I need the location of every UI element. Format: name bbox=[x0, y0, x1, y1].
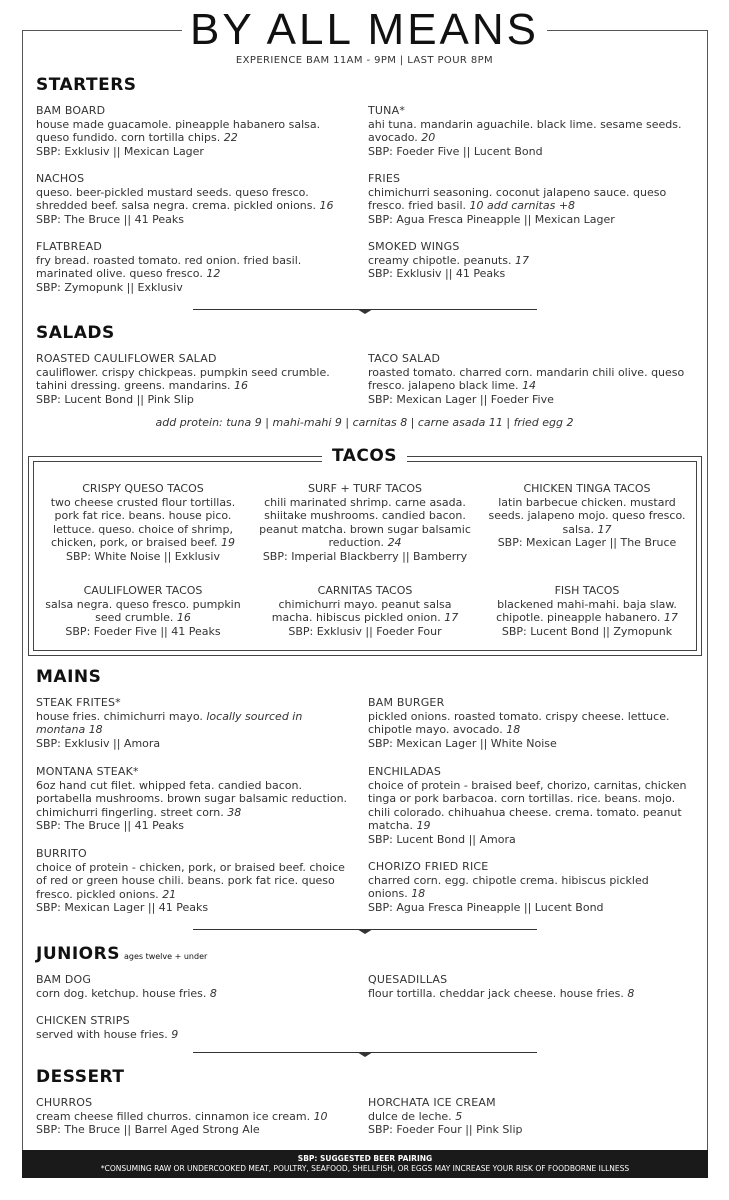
item-name: TUNA* bbox=[368, 104, 406, 117]
item-sbp: SBP: Lucent Bond || Amora bbox=[368, 832, 516, 846]
item-name: STEAK FRITES* bbox=[36, 696, 121, 709]
item-price: 16 bbox=[234, 379, 249, 393]
item-name: CARNITAS TACOS bbox=[317, 584, 413, 597]
menu-item bbox=[486, 584, 688, 638]
item-desc: choice of protein - braised beef, chorizo, carnitas, chicken tinga or pork barbacoa. corn tortillas. rice. beans. mojo. chili colorado. chihuahua cheese. crema. tomato. peanut matcha. bbox=[368, 778, 687, 833]
menu-item bbox=[36, 104, 341, 158]
menu-item bbox=[268, 584, 462, 638]
dessert-heading: DESSERT bbox=[36, 1067, 125, 1087]
item-price: 17 bbox=[597, 522, 612, 536]
menu-item bbox=[36, 240, 341, 294]
hours-subtitle: EXPERIENCE BAM 11AM - 9PM | LAST POUR 8PM bbox=[235, 55, 494, 66]
item-sbp: SBP: Agua Fresca Pineapple || Mexican Lager bbox=[368, 212, 615, 226]
menu-item bbox=[36, 1096, 341, 1137]
item-desc: choice of protein - chicken, pork, or braised beef. choice of red or green house chili. beans. pork fat rice. queso fresco. pickled onions. bbox=[36, 860, 345, 901]
menu-item bbox=[36, 765, 356, 833]
item-desc: chimichurri seasoning. coconut jalapeno sauce. queso fresco. fried basil. bbox=[368, 185, 667, 213]
item-sbp: SBP: Exklusiv || Amora bbox=[36, 736, 161, 750]
item-name: FRIES bbox=[368, 172, 401, 185]
item-sbp: SBP: Exklusiv || Mexican Lager bbox=[36, 144, 204, 158]
menu-item bbox=[368, 765, 688, 847]
item-desc: roasted tomato. charred corn. mandarin chili olive. queso fresco. jalapeno black lime. bbox=[368, 365, 685, 393]
add-protein-note: add protein: tuna 9 | mahi-mahi 9 | carnitas 8 | carne asada 11 | fried egg 2 bbox=[155, 416, 574, 429]
item-price: 19 bbox=[221, 536, 236, 550]
item-sbp: SBP: Zymopunk || Exklusiv bbox=[36, 280, 183, 294]
item-name: SMOKED WINGS bbox=[368, 240, 460, 253]
item-sbp: SBP: Foeder Four || Pink Slip bbox=[368, 1123, 523, 1137]
item-desc: cream cheese filled churros. cinnamon ice cream. bbox=[36, 1109, 311, 1123]
item-price: 12 bbox=[206, 267, 221, 281]
menu-item bbox=[486, 482, 688, 550]
item-name: CHICKEN TINGA TACOS bbox=[523, 482, 651, 495]
item-name: TACO SALAD bbox=[368, 352, 441, 365]
item-sbp: SBP: Mexican Lager || The Bruce bbox=[497, 536, 677, 550]
item-price: 10 bbox=[469, 199, 484, 213]
item-sbp: SBP: White Noise || Exklusiv bbox=[66, 549, 220, 563]
item-price: 17 bbox=[514, 253, 529, 267]
item-name: QUESADILLAS bbox=[368, 973, 448, 986]
item-desc: served with house fries. bbox=[36, 1027, 168, 1041]
menu-item bbox=[368, 172, 688, 226]
item-price: 17 bbox=[444, 611, 459, 625]
item-sbp: SBP: Exklusiv || 41 Peaks bbox=[368, 267, 506, 281]
item-desc: flour tortilla. cheddar jack cheese. house fries. bbox=[368, 986, 624, 1000]
item-name: FLATBREAD bbox=[36, 240, 103, 253]
menu-item bbox=[368, 1096, 688, 1137]
item-name: SURF + TURF TACOS bbox=[308, 482, 422, 495]
item-price: 14 bbox=[522, 379, 537, 393]
starters-heading: STARTERS bbox=[36, 75, 137, 95]
item-note: locally sourced in montana bbox=[36, 709, 303, 737]
menu-item bbox=[46, 482, 240, 564]
item-name: HORCHATA ICE CREAM bbox=[368, 1096, 496, 1109]
item-name: ROASTED CAULIFLOWER SALAD bbox=[36, 352, 217, 365]
menu-item bbox=[36, 352, 341, 406]
item-desc: charred corn. egg. chipotle crema. hibiscus pickled onions. bbox=[368, 873, 649, 901]
item-desc: two cheese crusted flour tortillas. pork fat rice. beans. house pico. lettuce. queso. choice of shrimp, chicken, pork, or braised beef. bbox=[50, 495, 236, 550]
item-name: BAM BOARD bbox=[36, 104, 106, 117]
item-price: 38 bbox=[227, 805, 242, 819]
item-price: 17 bbox=[663, 611, 678, 625]
item-name: NACHOS bbox=[36, 172, 85, 185]
mains-heading: MAINS bbox=[36, 667, 102, 687]
item-desc: dulce de leche. bbox=[368, 1109, 452, 1123]
item-price: 18 bbox=[506, 723, 521, 737]
menu-item bbox=[368, 240, 688, 281]
menu-item bbox=[368, 352, 688, 406]
menu-item bbox=[36, 847, 346, 915]
item-price: 8 bbox=[627, 986, 635, 1000]
tacos-heading: TACOS bbox=[0, 446, 729, 466]
item-name: CHORIZO FRIED RICE bbox=[368, 860, 489, 873]
item-sbp: SBP: Agua Fresca Pineapple || Lucent Bond bbox=[368, 900, 604, 914]
item-price: 9 bbox=[171, 1027, 179, 1041]
menu-item bbox=[368, 973, 688, 1000]
item-sbp: SBP: Imperial Blackberry || Bamberry bbox=[262, 549, 468, 563]
item-sbp: SBP: The Bruce || 41 Peaks bbox=[36, 212, 184, 226]
item-sbp: SBP: Mexican Lager || Foeder Five bbox=[368, 392, 554, 406]
menu-item bbox=[368, 696, 688, 750]
menu-item bbox=[368, 104, 688, 158]
menu-item bbox=[36, 696, 341, 750]
menu-item bbox=[38, 584, 248, 638]
section-divider bbox=[193, 929, 537, 930]
item-price: 16 bbox=[176, 611, 191, 625]
item-desc: pickled onions. roasted tomato. crispy cheese. lettuce. chipotle mayo. avocado. bbox=[368, 709, 670, 737]
item-name: MONTANA STEAK* bbox=[36, 765, 139, 778]
item-sbp: SBP: Lucent Bond || Zymopunk bbox=[501, 624, 673, 638]
item-sbp: SBP: The Bruce || 41 Peaks bbox=[36, 819, 184, 833]
item-price: 18 bbox=[411, 887, 426, 901]
item-desc: fry bread. roasted tomato. red onion. fried basil. marinated olive. queso fresco. bbox=[36, 253, 302, 281]
menu-item bbox=[36, 1014, 341, 1041]
section-divider bbox=[193, 309, 537, 310]
section-divider bbox=[193, 1052, 537, 1053]
item-desc: queso. beer-pickled mustard seeds. queso fresco. shredded beef. salsa negra. crema. pickled onions. bbox=[36, 185, 317, 213]
item-extra: add carnitas +8 bbox=[487, 199, 576, 213]
item-desc: latin barbecue chicken. mustard seeds. jalapeno mojo. queso fresco. salsa. bbox=[488, 495, 686, 536]
item-desc: ahi tuna. mandarin aguachile. black lime. sesame seeds. avocado. bbox=[368, 117, 682, 145]
item-price: 21 bbox=[162, 887, 177, 901]
item-sbp: SBP: Mexican Lager || White Noise bbox=[368, 736, 557, 750]
item-name: CAULIFLOWER TACOS bbox=[83, 584, 203, 597]
item-sbp: SBP: Foeder Five || 41 Peaks bbox=[65, 624, 221, 638]
item-price: 24 bbox=[387, 536, 402, 550]
item-name: FISH TACOS bbox=[554, 584, 620, 597]
item-desc: salsa negra. queso fresco. pumpkin seed crumble. bbox=[45, 597, 241, 625]
item-desc: chimichurri mayo. peanut salsa macha. hibiscus pickled onion. bbox=[271, 597, 452, 625]
menu-item bbox=[36, 973, 341, 1000]
item-price: 16 bbox=[319, 199, 334, 213]
item-desc: chili marinated shrimp. carne asada. shiitake mushrooms. candied bacon. peanut matcha. brown sugar balsamic reduction. bbox=[259, 495, 471, 550]
item-desc: 6oz hand cut filet. whipped feta. candied bacon. portabella mushrooms. brown sugar balsamic reduction. chimichurri fingerling. street corn. bbox=[36, 778, 348, 819]
item-price: 10 bbox=[313, 1109, 328, 1123]
item-price: 20 bbox=[421, 131, 436, 145]
item-sbp: SBP: Exklusiv || Foeder Four bbox=[288, 624, 442, 638]
page-title: BY ALL MEANS bbox=[0, 6, 729, 54]
salads-heading: SALADS bbox=[36, 323, 115, 343]
item-price: 19 bbox=[416, 819, 431, 833]
item-name: CHURROS bbox=[36, 1096, 93, 1109]
item-name: BURRITO bbox=[36, 847, 87, 860]
item-desc: blackened mahi-mahi. baja slaw. chipotle. pineapple habanero. bbox=[496, 597, 677, 625]
item-price: 8 bbox=[209, 986, 217, 1000]
item-desc: creamy chipotle. peanuts. bbox=[368, 253, 512, 267]
item-desc: cauliflower. crispy chickpeas. pumpkin seed crumble. tahini dressing. greens. mandarins. bbox=[36, 365, 330, 393]
item-name: CRISPY QUESO TACOS bbox=[82, 482, 204, 495]
menu-item bbox=[36, 172, 341, 226]
item-desc: house made guacamole. pineapple habanero salsa. queso fundido. corn tortilla chips. bbox=[36, 117, 321, 145]
juniors-heading: JUNIORS ages twelve + under bbox=[36, 944, 208, 964]
menu-item bbox=[368, 860, 668, 914]
juniors-age-note: ages twelve + under bbox=[123, 952, 208, 961]
item-name: CHICKEN STRIPS bbox=[36, 1014, 130, 1027]
item-sbp: SBP: Mexican Lager || 41 Peaks bbox=[36, 901, 209, 915]
item-sbp: SBP: Foeder Five || Lucent Bond bbox=[368, 144, 543, 158]
item-price: 5 bbox=[455, 1109, 463, 1123]
footer-sbp-legend: SBP: SUGGESTED BEER PAIRING bbox=[297, 1154, 433, 1163]
item-name: BAM BURGER bbox=[368, 696, 445, 709]
item-sbp: SBP: The Bruce || Barrel Aged Strong Ale bbox=[36, 1123, 260, 1137]
item-desc: house fries. chimichurri mayo. bbox=[36, 709, 203, 723]
item-price: 22 bbox=[223, 131, 238, 145]
item-desc: corn dog. ketchup. house fries. bbox=[36, 986, 207, 1000]
item-price: 18 bbox=[88, 723, 103, 737]
item-name: BAM DOG bbox=[36, 973, 92, 986]
menu-item bbox=[258, 482, 472, 564]
item-name: ENCHILADAS bbox=[368, 765, 442, 778]
item-sbp: SBP: Lucent Bond || Pink Slip bbox=[36, 392, 194, 406]
footer-bar bbox=[22, 1150, 708, 1178]
footer-disclaimer: *CONSUMING RAW OR UNDERCOOKED MEAT, POULTRY, SEAFOOD, SHELLFISH, OR EGGS MAY INCREASE YOUR RISK OF FOODBORNE ILLNESS bbox=[100, 1164, 630, 1173]
